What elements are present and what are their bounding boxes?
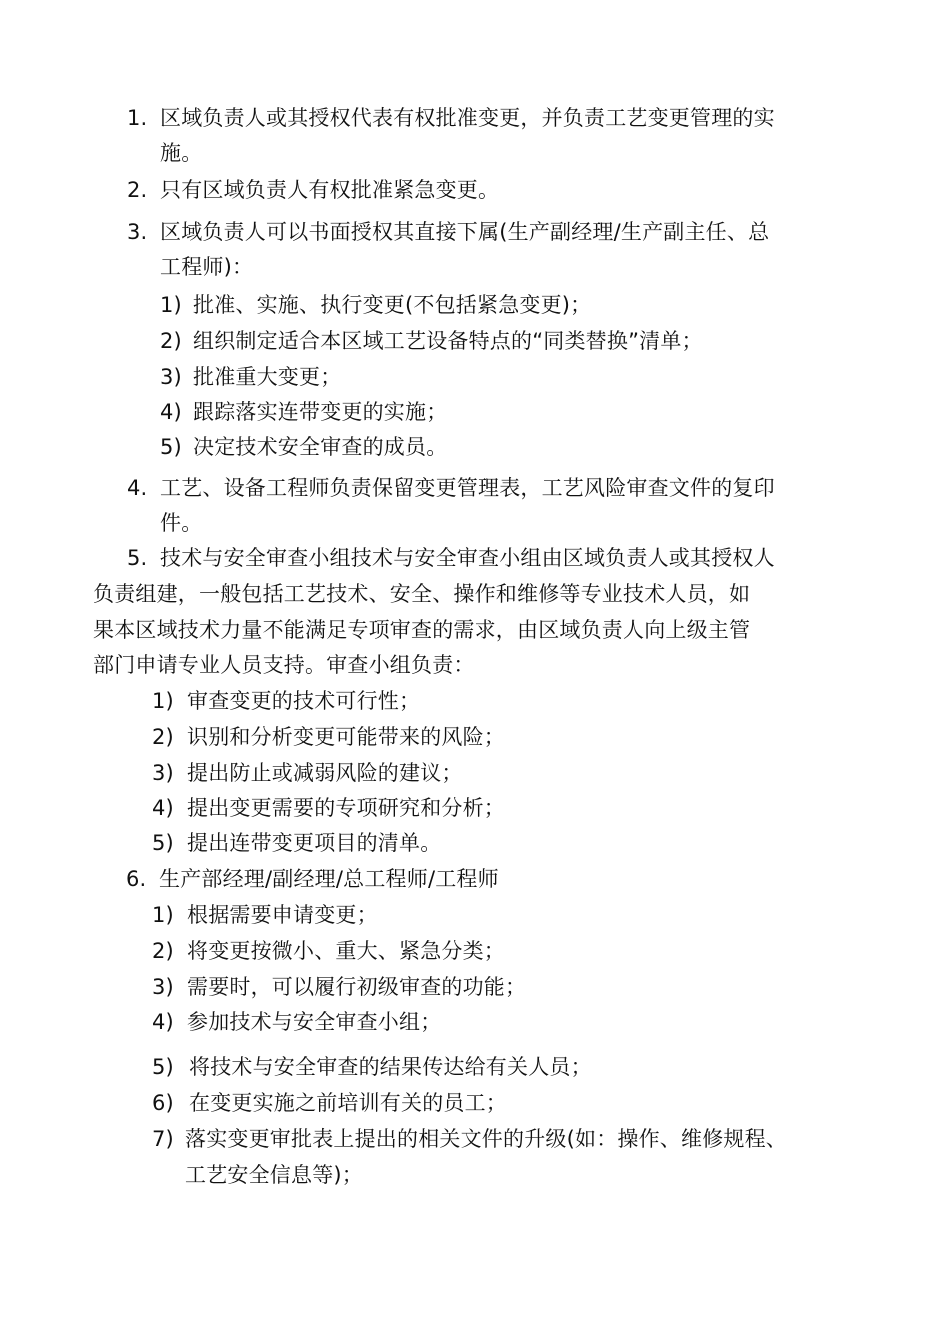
sub-list-item bbox=[152, 756, 463, 790]
item-text-continuation: 施。 bbox=[160, 141, 203, 165]
sub-item-number: 5) bbox=[152, 1055, 174, 1079]
sub-item-number: 3) bbox=[152, 761, 174, 785]
list-item bbox=[127, 173, 499, 207]
sub-item-text: 决定技术安全审查的成员。 bbox=[193, 435, 448, 459]
list-item bbox=[127, 541, 775, 575]
sub-item-text: 参加技术与安全审查小组； bbox=[187, 1010, 442, 1034]
item-text-continuation: 部门申请专业人员支持。审查小组负责： bbox=[93, 653, 475, 677]
sub-item-text: 批准、实施、执行变更(不包括紧急变更)； bbox=[193, 293, 592, 317]
item-text: 工艺、设备工程师负责保留变更管理表，工艺风险审查文件的复印 bbox=[160, 476, 775, 500]
sub-item-text: 将变更按微小、重大、紧急分类； bbox=[187, 939, 505, 963]
sub-item-text: 审查变更的技术可行性； bbox=[187, 689, 421, 713]
sub-list-item bbox=[152, 1005, 441, 1039]
sub-list-item bbox=[152, 898, 378, 932]
sub-item-number: 1) bbox=[152, 903, 174, 927]
item-number: 5. bbox=[127, 546, 148, 570]
sub-item-text: 提出防止或减弱风险的建议； bbox=[187, 761, 463, 785]
list-item bbox=[126, 862, 499, 896]
sub-list-item bbox=[152, 791, 505, 825]
sub-item-number: 6) bbox=[152, 1091, 174, 1115]
sub-item-number: 3) bbox=[152, 975, 174, 999]
sub-item-text: 跟踪落实连带变更的实施； bbox=[193, 400, 448, 424]
item-number: 4. bbox=[127, 476, 148, 500]
sub-list-item bbox=[152, 1122, 787, 1156]
list-item bbox=[127, 471, 775, 505]
sub-item-text: 组织制定适合本区域工艺设备特点的“同类替换”清单； bbox=[193, 329, 703, 353]
sub-item-text: 需要时，可以履行初级审查的功能； bbox=[187, 975, 527, 999]
sub-list-item bbox=[160, 324, 703, 358]
sub-item-number: 7) bbox=[152, 1127, 174, 1151]
sub-list-item bbox=[152, 934, 505, 968]
sub-item-number: 4) bbox=[152, 1010, 174, 1034]
item-text: 区域负责人可以书面授权其直接下属(生产副经理/生产副主任、总 bbox=[160, 220, 770, 244]
sub-list-item bbox=[160, 395, 447, 429]
sub-item-text: 将技术与安全审查的结果传达给有关人员； bbox=[189, 1055, 592, 1079]
item-text: 技术与安全审查小组技术与安全审查小组由区域负责人或其授权人 bbox=[160, 546, 775, 570]
sub-item-number: 4) bbox=[160, 400, 182, 424]
sub-item-number: 2) bbox=[152, 725, 174, 749]
sub-item-number: 1) bbox=[152, 689, 174, 713]
item-text: 区域负责人或其授权代表有权批准变更，并负责工艺变更管理的实 bbox=[160, 106, 775, 130]
sub-item-number: 4) bbox=[152, 796, 174, 820]
sub-item-text: 在变更实施之前培训有关的员工； bbox=[189, 1091, 507, 1115]
sub-item-text: 识别和分析变更可能带来的风险； bbox=[187, 725, 505, 749]
item-number: 3. bbox=[127, 220, 148, 244]
list-item bbox=[127, 101, 775, 135]
sub-item-number: 2) bbox=[152, 939, 174, 963]
sub-item-number: 2) bbox=[160, 329, 182, 353]
sub-list-item bbox=[160, 360, 341, 394]
item-text-continuation: 负责组建，一般包括工艺技术、安全、操作和维修等专业技术人员，如 bbox=[93, 582, 751, 606]
item-text: 生产部经理/副经理/总工程师/工程师 bbox=[159, 867, 499, 891]
item-text-continuation: 果本区域技术力量不能满足专项审查的需求，由区域负责人向上级主管 bbox=[93, 618, 751, 642]
sub-list-item bbox=[152, 970, 526, 1004]
sub-item-number: 5) bbox=[152, 831, 174, 855]
sub-list-item bbox=[160, 430, 447, 464]
sub-item-number: 5) bbox=[160, 435, 182, 459]
list-item bbox=[127, 215, 769, 249]
item-text-continuation: 工程师)： bbox=[160, 255, 254, 279]
sub-item-number: 3) bbox=[160, 365, 182, 389]
sub-item-number: 1) bbox=[160, 293, 182, 317]
sub-list-item bbox=[152, 1050, 592, 1084]
item-number: 6. bbox=[126, 867, 147, 891]
item-text: 只有区域负责人有权批准紧急变更。 bbox=[160, 178, 500, 202]
sub-item-text: 落实变更审批表上提出的相关文件的升级(如：操作、维修规程、 bbox=[185, 1127, 787, 1151]
sub-item-text: 批准重大变更； bbox=[193, 365, 342, 389]
item-text-continuation: 件。 bbox=[160, 511, 203, 535]
sub-item-text: 提出变更需要的专项研究和分析； bbox=[187, 796, 505, 820]
sub-list-item bbox=[152, 720, 505, 754]
sub-list-item bbox=[152, 684, 420, 718]
sub-list-item bbox=[152, 1086, 507, 1120]
sub-item-text-continuation: 工艺安全信息等)； bbox=[185, 1163, 363, 1187]
item-number: 1. bbox=[127, 106, 148, 130]
sub-list-item bbox=[152, 826, 441, 860]
sub-list-item bbox=[160, 288, 591, 322]
sub-item-text: 提出连带变更项目的清单。 bbox=[187, 831, 442, 855]
item-number: 2. bbox=[127, 178, 148, 202]
sub-item-text: 根据需要申请变更； bbox=[187, 903, 378, 927]
